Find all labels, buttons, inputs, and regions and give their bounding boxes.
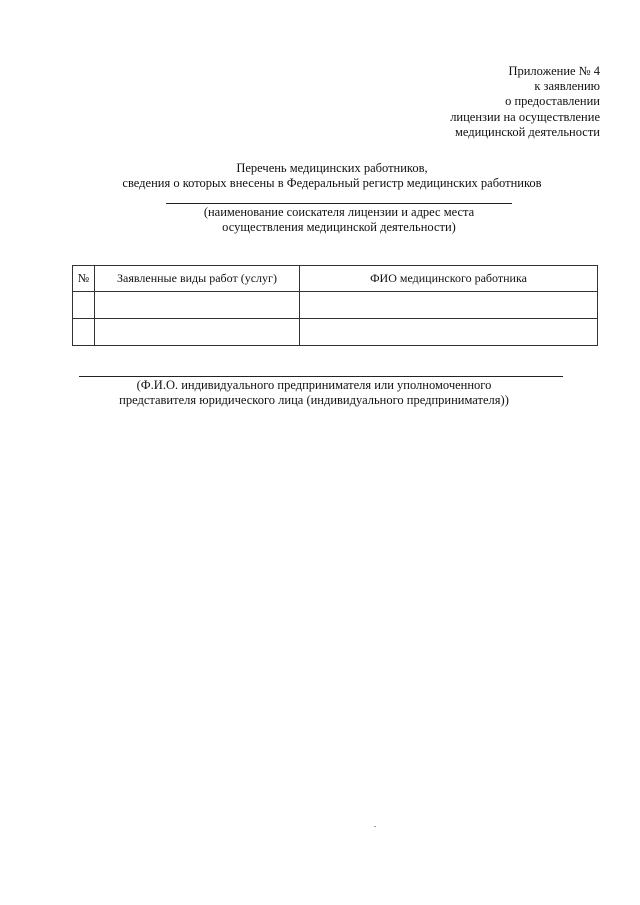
- table-cell[interactable]: [73, 292, 95, 319]
- signer-name-line: [79, 376, 563, 377]
- applicant-name-line: [166, 203, 512, 204]
- column-header-number: №: [73, 266, 95, 292]
- appendix-line: медицинской деятельности: [454, 124, 600, 139]
- medical-workers-table: [72, 265, 598, 346]
- table-row: [73, 292, 598, 319]
- signer-caption-line: (Ф.И.О. индивидуального предпринимателя или уполномоченного: [136, 378, 492, 392]
- applicant-caption-line: осуществления медицинской деятельности): [222, 220, 456, 234]
- appendix-line: Приложение № 4: [508, 64, 600, 78]
- applicant-caption: [166, 205, 512, 235]
- table-cell[interactable]: [95, 292, 300, 319]
- applicant-caption-line: (наименование соискателя лицензии и адрес места: [203, 205, 475, 219]
- appendix-line: к заявлению: [534, 79, 600, 94]
- title-line: Перечень медицинских работников,: [236, 161, 428, 175]
- table-cell[interactable]: [300, 292, 598, 319]
- table-cell[interactable]: [73, 319, 95, 346]
- scan-speck: [374, 826, 376, 827]
- appendix-line: лицензии на осуществление: [450, 109, 600, 124]
- appendix-reference: [450, 64, 600, 140]
- document-title: [0, 161, 640, 191]
- signer-caption-line: представителя юридического лица (индивидуального предпринимателя)): [119, 393, 509, 407]
- table-cell[interactable]: [95, 319, 300, 346]
- table-header-row: [73, 266, 598, 292]
- column-header-worker-name: ФИО медицинского работника: [300, 266, 598, 292]
- appendix-line: о предоставлении: [505, 94, 600, 109]
- table-row: [73, 319, 598, 346]
- table-cell[interactable]: [300, 319, 598, 346]
- signer-caption: [82, 378, 546, 408]
- column-header-services: Заявленные виды работ (услуг): [95, 266, 300, 292]
- title-line: сведения о которых внесены в Федеральный регистр медицинских работников: [122, 176, 542, 190]
